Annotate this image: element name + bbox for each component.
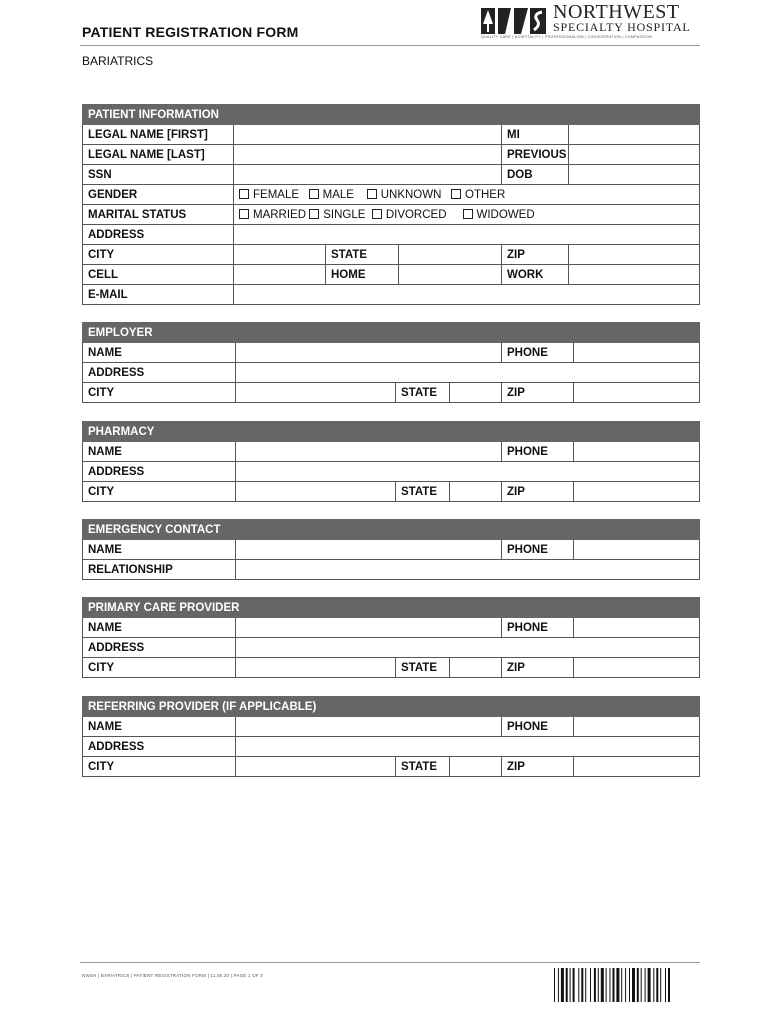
barcode-bar	[653, 968, 654, 1002]
section-heading: PHARMACY	[83, 422, 700, 442]
header-divider	[80, 45, 700, 46]
page-subtitle: BARIATRICS	[82, 54, 154, 68]
barcode-bar	[561, 968, 564, 1002]
logo-subname: SPECIALTY HOSPITAL	[553, 20, 691, 34]
barcode-bar	[590, 968, 591, 1002]
barcode-bar	[585, 968, 586, 1002]
phone-field[interactable]	[574, 343, 700, 363]
gender-other-option[interactable]: OTHER	[451, 189, 505, 201]
barcode-bar	[613, 968, 615, 1002]
work-label: WORK	[502, 265, 569, 285]
barcode-bar	[601, 968, 604, 1002]
barcode-bar	[570, 968, 571, 1002]
barcode-bar	[554, 968, 555, 1002]
gender-options	[234, 185, 700, 205]
barcode-bar	[668, 968, 670, 1002]
zip-label: ZIP	[502, 383, 574, 403]
email-field[interactable]	[234, 285, 700, 305]
state-field[interactable]	[450, 757, 502, 777]
state-field[interactable]	[450, 383, 502, 403]
relationship-field[interactable]	[236, 560, 700, 580]
name-field[interactable]	[236, 618, 502, 638]
barcode-bar	[558, 968, 559, 1002]
barcode-bar	[594, 968, 596, 1002]
checkbox-icon[interactable]	[239, 209, 249, 219]
barcode-bar	[629, 968, 630, 1002]
barcode-bar	[632, 968, 635, 1002]
address-label: ADDRESS	[83, 363, 236, 383]
city-label: CITY	[83, 383, 236, 403]
checkbox-icon[interactable]	[367, 189, 377, 199]
zip-label: ZIP	[502, 245, 569, 265]
gender-label: GENDER	[83, 185, 234, 205]
email-label: E-MAIL	[83, 285, 234, 305]
hospital-logo	[481, 2, 701, 42]
city-label: CITY	[83, 757, 236, 777]
address-label: ADDRESS	[83, 638, 236, 658]
state-field[interactable]	[450, 482, 502, 502]
section-heading: PATIENT INFORMATION	[83, 105, 700, 125]
barcode-bar	[578, 968, 579, 1002]
barcode-icon	[553, 968, 698, 1002]
address-field[interactable]	[236, 363, 700, 383]
phone-field[interactable]	[574, 442, 700, 462]
phone-label: PHONE	[502, 717, 574, 737]
work-field[interactable]	[569, 265, 700, 285]
barcode-bar	[665, 968, 666, 1002]
patient-information-section	[82, 104, 700, 305]
name-label: NAME	[83, 618, 236, 638]
checkbox-icon[interactable]	[309, 209, 319, 219]
barcode-bar	[660, 968, 661, 1002]
legal-first-field[interactable]	[234, 125, 502, 145]
marital-options	[234, 205, 700, 225]
marital-widowed-option[interactable]: WIDOWED	[463, 209, 535, 221]
marital-single-option[interactable]: SINGLE	[309, 209, 365, 221]
zip-label: ZIP	[502, 658, 574, 678]
name-label: NAME	[83, 540, 236, 560]
state-label: STATE	[396, 482, 450, 502]
barcode-bar	[641, 968, 642, 1002]
marital-divorced-option[interactable]: DIVORCED	[372, 209, 447, 221]
barcode-bar	[598, 968, 599, 1002]
logo-name: NORTHWEST	[553, 1, 680, 23]
barcode-bar	[656, 968, 658, 1002]
state-field[interactable]	[399, 245, 502, 265]
cell-label: CELL	[83, 265, 234, 285]
cell-field[interactable]	[234, 265, 326, 285]
barcode-bar	[648, 968, 651, 1002]
phone-label: PHONE	[502, 343, 574, 363]
barcode-bar	[566, 968, 568, 1002]
primary-care-provider-section	[82, 597, 700, 678]
state-label: STATE	[326, 245, 399, 265]
relationship-label: RELATIONSHIP	[83, 560, 236, 580]
barcode-bar	[610, 968, 611, 1002]
footer-divider	[80, 962, 700, 963]
state-label: STATE	[396, 383, 450, 403]
phone-field[interactable]	[574, 717, 700, 737]
section-heading: EMPLOYER	[83, 323, 700, 343]
phone-label: PHONE	[502, 540, 574, 560]
zip-field[interactable]	[574, 383, 700, 403]
previous-label: PREVIOUS	[502, 145, 569, 165]
marital-married-option[interactable]: MARRIED	[239, 209, 306, 221]
name-label: NAME	[83, 717, 236, 737]
checkbox-icon[interactable]	[463, 209, 473, 219]
phone-label: PHONE	[502, 618, 574, 638]
name-field[interactable]	[236, 343, 502, 363]
section-heading: EMERGENCY CONTACT	[83, 520, 700, 540]
barcode-bar	[621, 968, 622, 1002]
barcode-bar	[616, 968, 619, 1002]
city-label: CITY	[83, 245, 234, 265]
previous-field[interactable]	[569, 145, 700, 165]
checkbox-icon[interactable]	[451, 189, 461, 199]
ssn-field[interactable]	[234, 165, 502, 185]
zip-field[interactable]	[574, 658, 700, 678]
address-field[interactable]	[236, 638, 700, 658]
address-field[interactable]	[236, 462, 700, 482]
address-field[interactable]	[236, 737, 700, 757]
address-label: ADDRESS	[83, 225, 234, 245]
barcode-bar	[645, 968, 646, 1002]
phone-field[interactable]	[574, 618, 700, 638]
gender-unknown-option[interactable]: UNKNOWN	[367, 189, 442, 201]
ssn-label: SSN	[83, 165, 234, 185]
state-label: STATE	[396, 658, 450, 678]
city-label: CITY	[83, 658, 236, 678]
section-heading: REFERRING PROVIDER (IF APPLICABLE)	[83, 697, 700, 717]
city-label: CITY	[83, 482, 236, 502]
legal-last-label: LEGAL NAME [LAST]	[83, 145, 234, 165]
address-label: ADDRESS	[83, 737, 236, 757]
address-field[interactable]	[234, 225, 700, 245]
state-label: STATE	[396, 757, 450, 777]
name-field[interactable]	[236, 717, 502, 737]
name-label: NAME	[83, 442, 236, 462]
home-label: HOME	[326, 265, 399, 285]
barcode-bar	[606, 968, 607, 1002]
phone-field[interactable]	[574, 540, 700, 560]
logo-tagline: QUALITY CARE | HOSPITALITY | PROFESSIONALISM | CONSIDERATION | COMPASSION	[481, 35, 653, 39]
city-field[interactable]	[234, 245, 326, 265]
checkbox-icon[interactable]	[309, 189, 319, 199]
home-field[interactable]	[399, 265, 502, 285]
city-field[interactable]	[236, 482, 396, 502]
barcode-bar	[573, 968, 575, 1002]
barcode-bar	[625, 968, 626, 1002]
checkbox-icon[interactable]	[239, 189, 249, 199]
barcode-bar	[637, 968, 639, 1002]
name-field[interactable]	[236, 442, 502, 462]
state-field[interactable]	[450, 658, 502, 678]
marital-status-label: MARITAL STATUS	[83, 205, 234, 225]
address-label: ADDRESS	[83, 462, 236, 482]
city-field[interactable]	[236, 658, 396, 678]
gender-female-option[interactable]: FEMALE	[239, 189, 299, 201]
legal-first-label: LEGAL NAME [FIRST]	[83, 125, 234, 145]
referring-provider-section	[82, 696, 700, 777]
name-field[interactable]	[236, 540, 502, 560]
mi-label: MI	[502, 125, 569, 145]
dob-field[interactable]	[569, 165, 700, 185]
employer-section	[82, 322, 700, 403]
gender-male-option[interactable]: MALE	[309, 189, 354, 201]
phone-label: PHONE	[502, 442, 574, 462]
zip-field[interactable]	[574, 757, 700, 777]
name-label: NAME	[83, 343, 236, 363]
barcode-bar	[581, 968, 583, 1002]
city-field[interactable]	[236, 383, 396, 403]
emergency-contact-section	[82, 519, 700, 580]
checkbox-icon[interactable]	[372, 209, 382, 219]
legal-last-field[interactable]	[234, 145, 502, 165]
pharmacy-section	[82, 421, 700, 502]
section-heading: PRIMARY CARE PROVIDER	[83, 598, 700, 618]
city-field[interactable]	[236, 757, 396, 777]
zip-field[interactable]	[569, 245, 700, 265]
zip-field[interactable]	[574, 482, 700, 502]
footer-text: NWSH | BARIATRICS | PATIENT REGISTRATION FORM | 11.05.20 | PAGE 1 OF 3	[82, 973, 263, 978]
mi-field[interactable]	[569, 125, 700, 145]
page-title: PATIENT REGISTRATION FORM	[82, 24, 299, 40]
zip-label: ZIP	[502, 482, 574, 502]
zip-label: ZIP	[502, 757, 574, 777]
tree-logo-icon	[481, 4, 547, 34]
dob-label: DOB	[502, 165, 569, 185]
